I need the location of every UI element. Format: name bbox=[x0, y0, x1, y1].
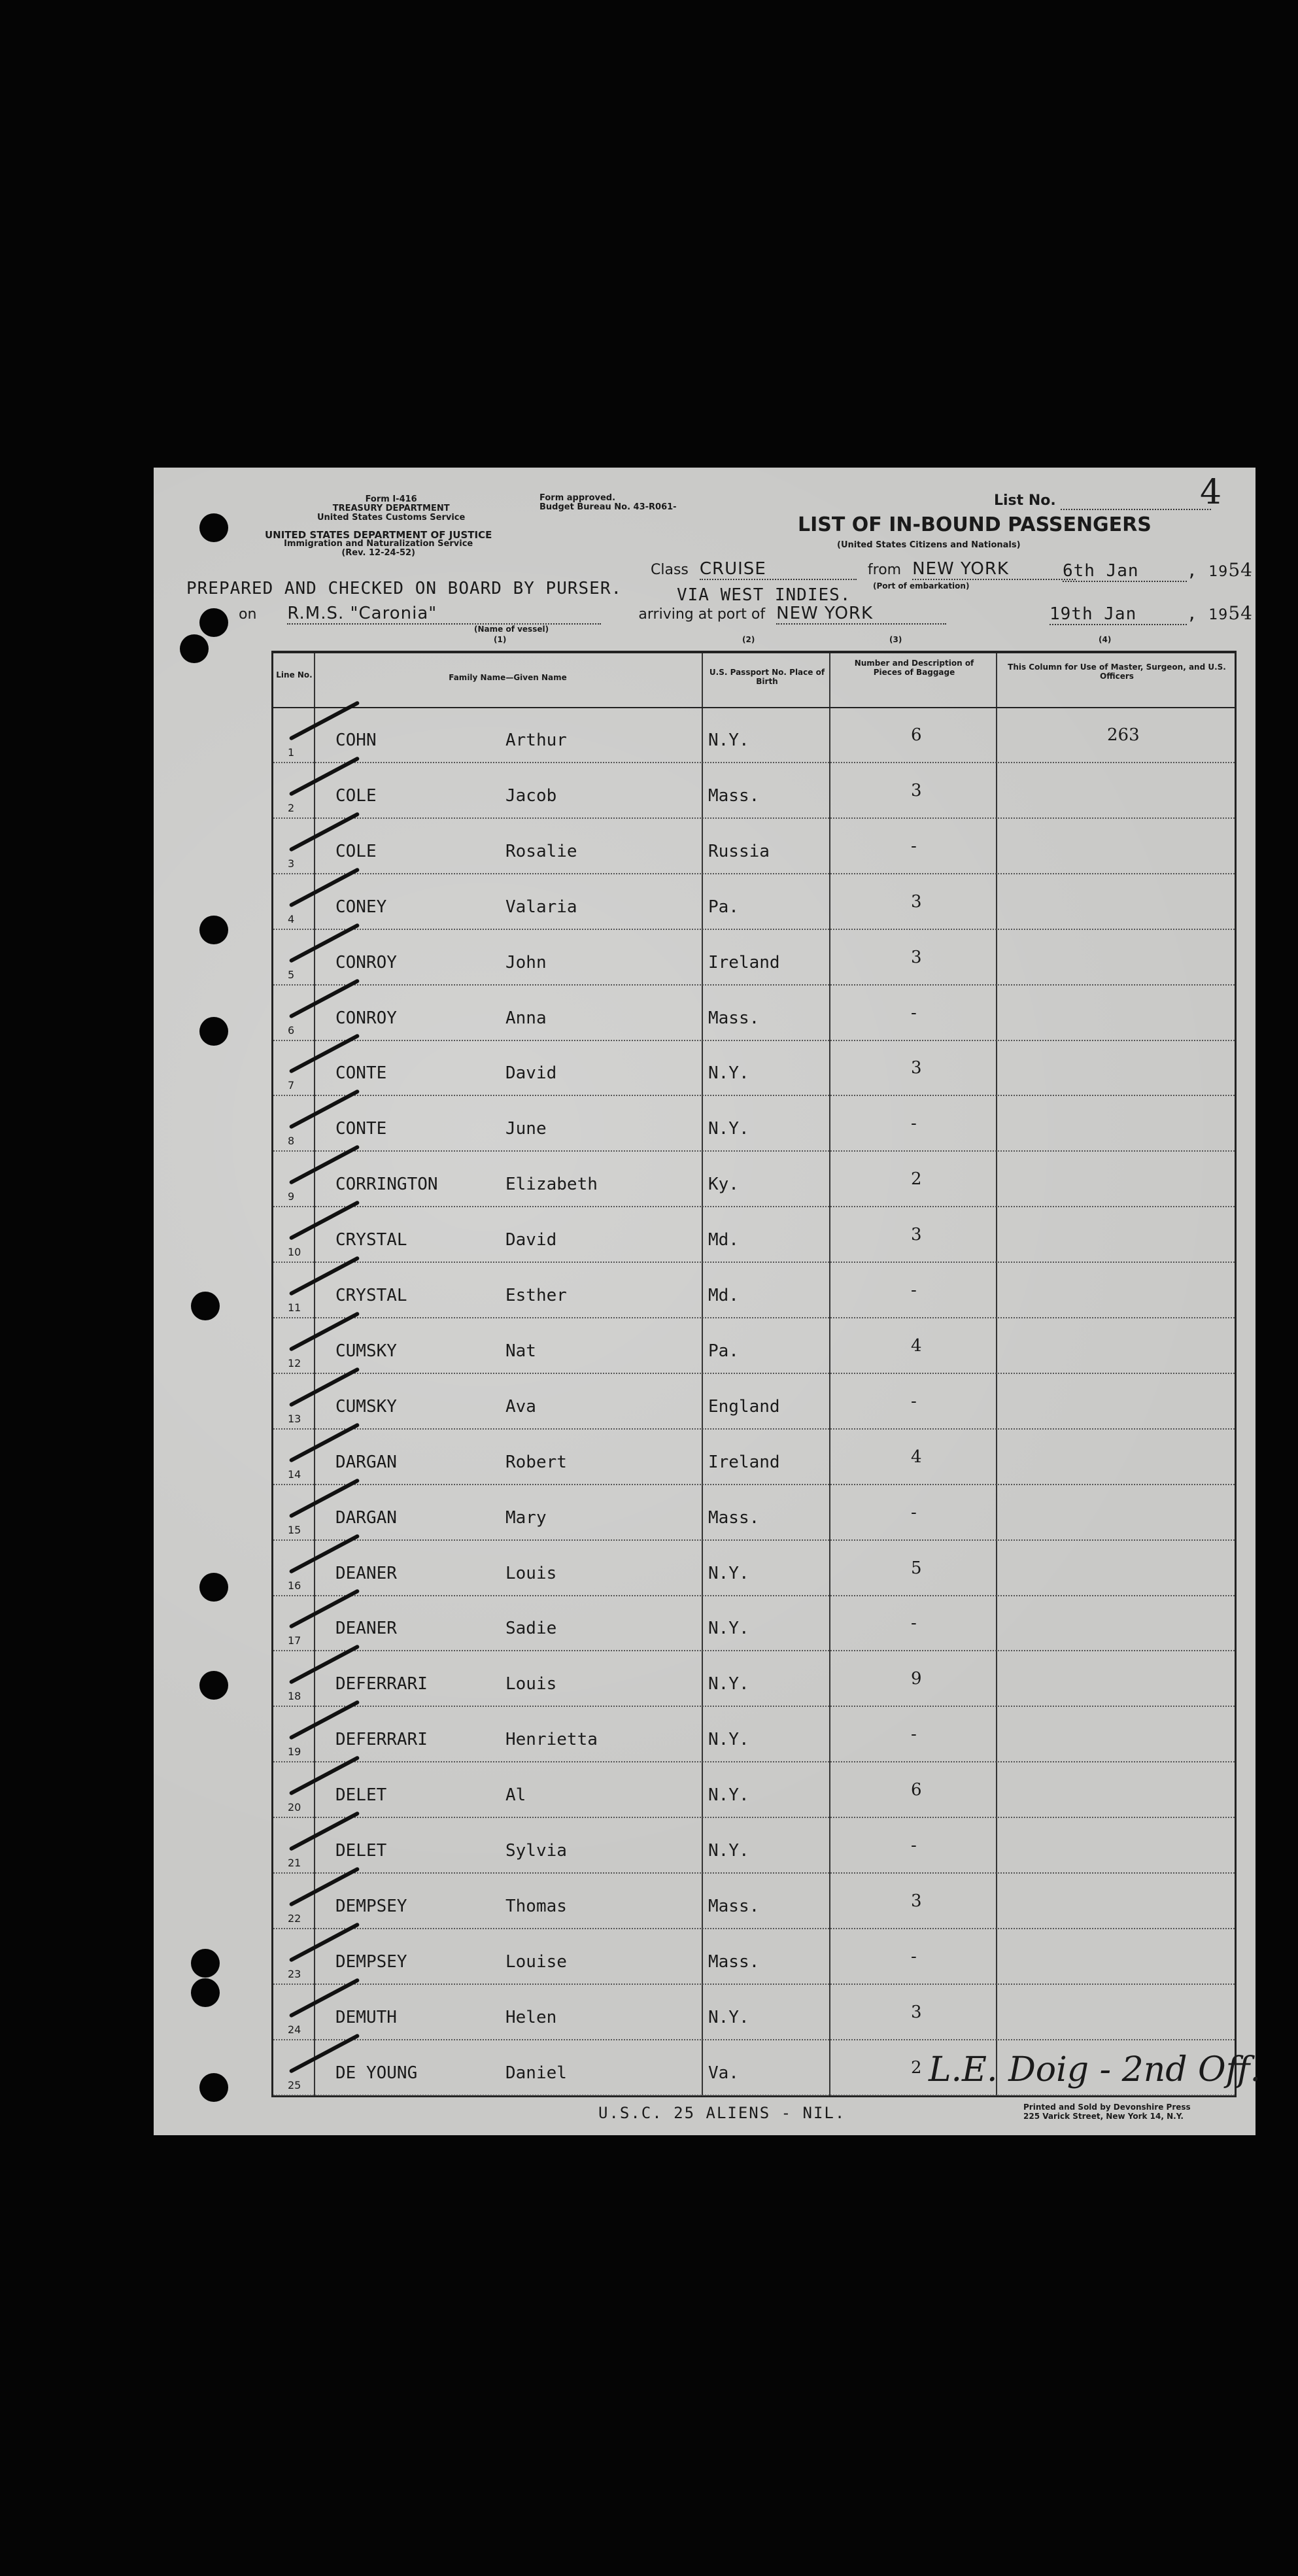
line-number: 13 bbox=[288, 1412, 301, 1425]
place-of-birth: Mass. bbox=[708, 1008, 760, 1028]
given-name: John bbox=[505, 952, 547, 972]
family-name: CONTE bbox=[335, 1119, 387, 1139]
place-of-birth: N.Y. bbox=[708, 1841, 749, 1861]
embark-caption: (Port of embarkation) bbox=[873, 581, 970, 591]
family-name: DELET bbox=[335, 1785, 387, 1806]
given-name: Sylvia bbox=[505, 1841, 567, 1861]
family-name: CUMSKY bbox=[335, 1396, 397, 1417]
table-row bbox=[273, 1207, 1235, 1263]
baggage-count: 3 bbox=[911, 947, 922, 967]
col-num: (3) bbox=[889, 635, 902, 644]
table-row bbox=[273, 1762, 1235, 1818]
family-name: DEANER bbox=[335, 1619, 397, 1639]
place-of-birth: Mass. bbox=[708, 1507, 760, 1528]
table-row bbox=[273, 1040, 1235, 1096]
place-of-birth: Ireland bbox=[708, 1452, 780, 1472]
punch-hole bbox=[199, 1671, 228, 1700]
line-number: 16 bbox=[288, 1579, 301, 1592]
punch-hole bbox=[199, 608, 228, 637]
vessel-name: R.M.S. "Caronia" bbox=[287, 604, 601, 625]
class-value: CRUISE bbox=[700, 559, 857, 580]
family-name: DEFERRARI bbox=[335, 1730, 428, 1750]
place-of-birth: Ireland bbox=[708, 952, 780, 972]
given-name: Anna bbox=[505, 1008, 547, 1028]
punch-hole bbox=[199, 513, 228, 542]
line-number: 14 bbox=[288, 1468, 301, 1481]
place-of-birth: Russia bbox=[708, 841, 770, 861]
form-block: Form I-416 TREASURY DEPARTMENT United States Customs Service bbox=[317, 494, 466, 523]
from-value: NEW YORK bbox=[912, 559, 1076, 580]
line-number: 24 bbox=[288, 2023, 301, 2036]
table-row bbox=[273, 1429, 1235, 1485]
given-name: Thomas bbox=[505, 1896, 567, 1916]
table-row bbox=[273, 818, 1235, 874]
prepared-text: PREPARED AND CHECKED ON BOARD BY PURSER. bbox=[186, 579, 623, 598]
baggage-count: 5 bbox=[911, 1558, 922, 1578]
baggage-count: - bbox=[911, 1613, 917, 1634]
baggage-count: - bbox=[911, 1836, 917, 1855]
baggage-count: - bbox=[911, 1946, 917, 1966]
baggage-count: 9 bbox=[911, 1669, 922, 1689]
line-number: 15 bbox=[288, 1523, 301, 1536]
given-name: David bbox=[505, 1230, 557, 1250]
table-row bbox=[273, 1373, 1235, 1430]
line-number: 25 bbox=[288, 2078, 301, 2091]
class-line: Class CRUISE from NEW YORK bbox=[651, 559, 1076, 580]
doj-block: UNITED STATES DEPARTMENT OF JUSTICE Immigration and Naturalization Service (Rev. 12-24-52) bbox=[265, 529, 492, 558]
table-header bbox=[273, 653, 1235, 708]
family-name: DARGAN bbox=[335, 1507, 397, 1528]
table-row bbox=[273, 874, 1235, 930]
baggage-count: 3 bbox=[911, 1891, 922, 1911]
line-number: 10 bbox=[288, 1246, 301, 1259]
place-of-birth: Ky. bbox=[708, 1175, 739, 1195]
line-number: 3 bbox=[288, 857, 295, 870]
given-name: Louise bbox=[505, 1951, 567, 1972]
col-header-name: Family Name—Given Name bbox=[449, 673, 567, 682]
baggage-count: 3 bbox=[911, 1058, 922, 1078]
line-number: 2 bbox=[288, 801, 295, 814]
via-text: VIA WEST INDIES. bbox=[677, 585, 851, 605]
line-number: 12 bbox=[288, 1356, 301, 1369]
arrival-port: NEW YORK bbox=[776, 604, 946, 625]
family-name: COLE bbox=[335, 841, 377, 861]
place-of-birth: Va. bbox=[708, 2063, 739, 2083]
table-row bbox=[273, 707, 1235, 763]
col-num: (1) bbox=[494, 635, 507, 644]
table-row bbox=[273, 1984, 1235, 2040]
punch-hole bbox=[191, 1292, 220, 1320]
baggage-count: 3 bbox=[911, 780, 922, 800]
given-name: Robert bbox=[505, 1452, 567, 1472]
line-number: 5 bbox=[288, 968, 295, 981]
place-of-birth: England bbox=[708, 1396, 780, 1417]
family-name: DEFERRARI bbox=[335, 1674, 428, 1694]
given-name: Nat bbox=[505, 1341, 536, 1361]
family-name: DELET bbox=[335, 1841, 387, 1861]
line-number: 20 bbox=[288, 1801, 301, 1814]
baggage-count: 3 bbox=[911, 1225, 922, 1245]
place-of-birth: Pa. bbox=[708, 1341, 739, 1361]
baggage-count: - bbox=[911, 1003, 917, 1023]
vessel-line: on R.M.S. "Caronia" arriving at port of NEW YORK bbox=[239, 604, 946, 625]
given-name: Sadie bbox=[505, 1619, 557, 1639]
baggage-count: 3 bbox=[911, 2002, 922, 2022]
footer-text: U.S.C. 25 ALIENS - NIL. bbox=[598, 2104, 846, 2122]
given-name: Helen bbox=[505, 2007, 557, 2027]
line-number: 6 bbox=[288, 1023, 295, 1037]
place-of-birth: N.Y. bbox=[708, 730, 749, 750]
family-name: DEMPSEY bbox=[335, 1896, 407, 1916]
punch-hole bbox=[180, 634, 209, 663]
punch-hole bbox=[199, 2073, 228, 2102]
col-header-officers: This Column for Use of Master, Surgeon, and U.S. Officers bbox=[1008, 662, 1226, 681]
table-row bbox=[273, 1540, 1235, 1596]
place-of-birth: Md. bbox=[708, 1230, 739, 1250]
baggage-count: - bbox=[911, 1391, 917, 1411]
baggage-count: - bbox=[911, 836, 917, 856]
given-name: Ava bbox=[505, 1396, 536, 1417]
place-of-birth: N.Y. bbox=[708, 2007, 749, 2027]
given-name: Esther bbox=[505, 1286, 567, 1305]
place-of-birth: N.Y. bbox=[708, 1063, 749, 1084]
family-name: CORRINGTON bbox=[335, 1175, 438, 1195]
baggage-count: 4 bbox=[911, 1335, 922, 1356]
officer-note: 263 bbox=[1107, 725, 1140, 745]
place-of-birth: N.Y. bbox=[708, 1674, 749, 1694]
table-row bbox=[273, 1151, 1235, 1207]
place-of-birth: N.Y. bbox=[708, 1730, 749, 1750]
line-number: 11 bbox=[288, 1301, 301, 1314]
baggage-count: 6 bbox=[911, 1780, 922, 1800]
table-row bbox=[273, 1873, 1235, 1929]
col-num: (2) bbox=[742, 635, 755, 644]
given-name: Valaria bbox=[505, 897, 577, 917]
list-no: List No. bbox=[994, 492, 1211, 510]
baggage-count: - bbox=[911, 1280, 917, 1300]
vessel-caption: (Name of vessel) bbox=[474, 625, 549, 634]
table-row bbox=[273, 929, 1235, 986]
baggage-count: - bbox=[911, 1502, 917, 1522]
family-name: DEANER bbox=[335, 1563, 397, 1583]
family-name: COLE bbox=[335, 785, 377, 806]
col-header-passport: U.S. Passport No. Place of Birth bbox=[709, 668, 825, 686]
printer-imprint: Printed and Sold by Devonshire Press 225 Varick Street, New York 14, N.Y. bbox=[1023, 2103, 1191, 2121]
place-of-birth: Mass. bbox=[708, 785, 760, 806]
given-name: Daniel bbox=[505, 2063, 567, 2083]
given-name: Henrietta bbox=[505, 1730, 598, 1750]
family-name: CUMSKY bbox=[335, 1341, 397, 1361]
line-number: 1 bbox=[288, 746, 295, 759]
given-name: June bbox=[505, 1119, 547, 1139]
table-row bbox=[273, 1595, 1235, 1651]
family-name: CONROY bbox=[335, 952, 397, 972]
table-row bbox=[273, 763, 1235, 819]
form-title: LIST OF IN-BOUND PASSENGERS bbox=[798, 513, 1152, 536]
place-of-birth: Mass. bbox=[708, 1896, 760, 1916]
given-name: Rosalie bbox=[505, 841, 577, 861]
place-of-birth: N.Y. bbox=[708, 1785, 749, 1806]
given-name: Arthur bbox=[505, 730, 567, 750]
line-number: 9 bbox=[288, 1190, 295, 1203]
form-subtitle: (United States Citizens and Nationals) bbox=[837, 540, 1021, 550]
given-name: Mary bbox=[505, 1507, 547, 1528]
place-of-birth: N.Y. bbox=[708, 1619, 749, 1639]
place-of-birth: N.Y. bbox=[708, 1119, 749, 1139]
table-row bbox=[273, 1095, 1235, 1152]
family-name: DEMPSEY bbox=[335, 1951, 407, 1972]
table-row bbox=[273, 1485, 1235, 1541]
table-row bbox=[273, 1929, 1235, 1985]
line-number: 21 bbox=[288, 1857, 301, 1869]
arrival-date: 19th Jan , 1954 bbox=[1050, 602, 1253, 624]
table-row bbox=[273, 1817, 1235, 1874]
line-number: 22 bbox=[288, 1912, 301, 1925]
given-name: Jacob bbox=[505, 785, 557, 806]
col-header-baggage: Number and Description of Pieces of Baggage bbox=[854, 659, 974, 677]
col-header-line-no: Line No. bbox=[276, 670, 313, 679]
baggage-count: 2 bbox=[911, 2057, 922, 2078]
given-name: Louis bbox=[505, 1674, 557, 1694]
col-num: (4) bbox=[1099, 635, 1112, 644]
table-row bbox=[273, 1651, 1235, 1707]
punch-hole bbox=[199, 916, 228, 944]
line-number: 7 bbox=[288, 1079, 295, 1092]
line-number: 17 bbox=[288, 1634, 301, 1647]
place-of-birth: N.Y. bbox=[708, 1563, 749, 1583]
table-row bbox=[273, 1706, 1235, 1762]
line-number: 4 bbox=[288, 912, 295, 925]
baggage-count: 4 bbox=[911, 1447, 922, 1467]
table-row bbox=[273, 1318, 1235, 1374]
given-name: Louis bbox=[505, 1563, 557, 1583]
manifest-sheet bbox=[154, 468, 1261, 2135]
line-number: 18 bbox=[288, 1690, 301, 1703]
baggage-count: 2 bbox=[911, 1169, 922, 1190]
punch-hole bbox=[191, 1978, 220, 2007]
punch-hole bbox=[199, 1573, 228, 1602]
place-of-birth: Pa. bbox=[708, 897, 739, 917]
baggage-count: 3 bbox=[911, 891, 922, 912]
place-of-birth: Mass. bbox=[708, 1951, 760, 1972]
baggage-count: - bbox=[911, 1114, 917, 1134]
family-name: COHN bbox=[335, 730, 377, 750]
family-name: DEMUTH bbox=[335, 2007, 397, 2027]
family-name: DE YOUNG bbox=[335, 2063, 418, 2083]
family-name: CONROY bbox=[335, 1008, 397, 1028]
family-name: CRYSTAL bbox=[335, 1230, 407, 1250]
family-name: CRYSTAL bbox=[335, 1286, 407, 1305]
table-row bbox=[273, 1262, 1235, 1318]
passenger-table bbox=[271, 651, 1237, 2097]
list-no-value: 4 bbox=[1200, 473, 1222, 512]
table-row bbox=[273, 985, 1235, 1041]
given-name: Al bbox=[505, 1785, 526, 1806]
baggage-count: 6 bbox=[911, 725, 922, 745]
purser-signature: L.E. Doig - 2nd Off. bbox=[929, 2050, 1261, 2089]
given-name: Elizabeth bbox=[505, 1175, 598, 1195]
baggage-count: - bbox=[911, 1725, 917, 1745]
line-number: 19 bbox=[288, 1745, 301, 1759]
family-name: CONTE bbox=[335, 1063, 387, 1084]
punch-hole bbox=[199, 1017, 228, 1046]
line-number: 23 bbox=[288, 1967, 301, 1980]
family-name: CONEY bbox=[335, 897, 387, 917]
place-of-birth: Md. bbox=[708, 1286, 739, 1305]
line-number: 8 bbox=[288, 1135, 295, 1148]
family-name: DARGAN bbox=[335, 1452, 397, 1472]
punch-hole bbox=[191, 1949, 220, 1978]
depart-date: 6th Jan , 1954 bbox=[1063, 559, 1253, 581]
approval-block: Form approved. Budget Bureau No. 43-R061- bbox=[539, 493, 677, 512]
given-name: David bbox=[505, 1063, 557, 1084]
